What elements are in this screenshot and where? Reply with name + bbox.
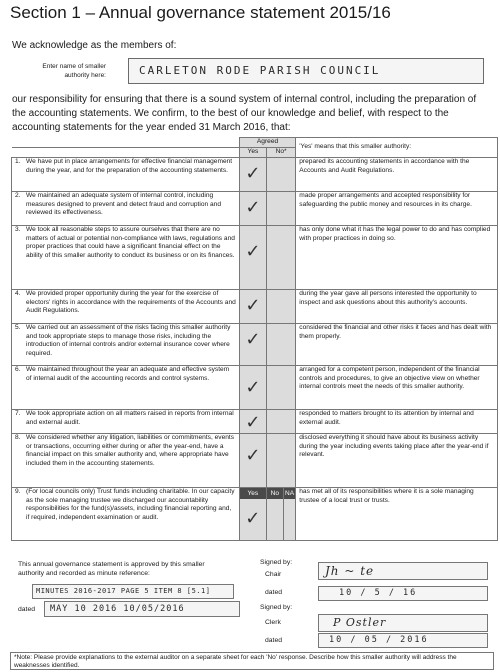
chair-signature: Jh ~ te: [325, 564, 375, 578]
chair-dated-label: dated: [265, 589, 283, 596]
no-checkbox[interactable]: [267, 434, 296, 488]
row-number: 3.: [15, 226, 21, 233]
yes-checkbox[interactable]: [239, 158, 266, 192]
footnote: *Note: Please provide explanations to the external auditor on a separate sheet for each 'No' response. Describe how this smaller authority will address the weaknesses identified.: [10, 652, 494, 670]
table-row: [12, 324, 498, 366]
table-row: [12, 410, 498, 434]
table-row: [12, 434, 498, 488]
chair-date-field[interactable]: [318, 586, 488, 601]
trust-no-checkbox[interactable]: [267, 499, 284, 540]
yes-means-header: 'Yes' means that this smaller authority:: [296, 138, 498, 158]
clerk-signature: P Ostler: [333, 616, 387, 629]
row-number: 8.: [15, 434, 21, 441]
trust-yes-checkbox[interactable]: [240, 499, 267, 540]
table-row: [12, 192, 498, 226]
clerk-dated-label: dated: [265, 637, 283, 644]
minute-reference-field[interactable]: [32, 584, 234, 599]
row-number: 7.: [15, 410, 21, 417]
row-means: has met all of its responsibilities where it is a sole managing trustee of a local trust or trusts.: [296, 488, 498, 541]
no-checkbox[interactable]: [267, 324, 296, 366]
table-row: [12, 226, 498, 290]
tick-mark-icon: ✓: [245, 329, 261, 349]
no-checkbox[interactable]: [267, 226, 296, 290]
acknowledge-text: We acknowledge as the members of:: [12, 40, 177, 51]
row-means: made proper arrangements and accepted responsibility for safeguarding the public money and resources in its charge.: [296, 192, 498, 226]
row-statement: We provided proper opportunity during the year for the exercise of electors' rights in accordance with the requirements of the Accounts and Audit Regulations.: [26, 290, 236, 314]
page-title: Section 1 – Annual governance statement 2015/16: [10, 3, 391, 22]
table-row: [12, 366, 498, 410]
yes-checkbox[interactable]: [239, 324, 266, 366]
chair-date-value: 10 / 5 / 16: [339, 588, 418, 598]
row-means: responded to matters brought to its attention by internal and external audit.: [296, 410, 498, 434]
row-statement: (For local councils only) Trust funds including charitable. In our capacity as the sole managing trustee we discharged our accountability responsibilities for the fund(s)/assets, including financial reporting and, if required, independent examination or audit.: [26, 488, 235, 521]
signed-by-label-2: Signed by:: [260, 604, 293, 611]
tick-mark-icon: ✓: [245, 295, 261, 315]
approval-date-value: MAY 10 2016 10/05/2016: [50, 604, 185, 614]
tick-mark-icon: ✓: [245, 508, 261, 528]
row-number: 1.: [15, 158, 21, 165]
blank-header-cell: [12, 148, 240, 158]
row-number: 9.: [15, 488, 21, 495]
clerk-label: Clerk: [265, 619, 281, 626]
trust-na-checkbox[interactable]: [284, 499, 295, 540]
intro-paragraph: our responsibility for ensuring that there is a sound system of internal control, including the preparation of the accounting statements. We confirm, to the best of our knowledge and belief, with respect to the accounting statements for the year ended 31 March 2016, that:: [12, 94, 477, 133]
trust-no-header: No: [267, 488, 284, 499]
yes-header: Yes: [239, 148, 266, 158]
no-checkbox[interactable]: [267, 410, 296, 434]
trust-na-header: NA: [285, 490, 295, 497]
row-means: prepared its accounting statements in accordance with the Accounts and Audit Regulations.: [296, 158, 498, 192]
yes-checkbox[interactable]: [239, 226, 266, 290]
authority-name-value: CARLETON RODE PARISH COUNCIL: [139, 64, 381, 77]
table-row: [12, 488, 498, 541]
approval-dated-label: dated: [18, 606, 36, 613]
tick-mark-icon: ✓: [245, 377, 261, 397]
tick-mark-icon: ✓: [245, 445, 261, 465]
row-statement: We maintained throughout the year an adequate and effective system of internal audit of the accounting records and control systems.: [26, 366, 230, 382]
no-checkbox[interactable]: [267, 366, 296, 410]
no-checkbox[interactable]: [267, 158, 296, 192]
clerk-date-field[interactable]: [318, 633, 488, 648]
row-means: during the year gave all persons interested the opportunity to inspect and ask questions about this authority's accounts.: [296, 290, 498, 324]
row-statement: We carried out an assessment of the risks facing this smaller authority and took appropriate steps to manage those risks, including the introduction of internal controls and/or external insurance cover where required.: [26, 324, 231, 357]
yes-checkbox[interactable]: [239, 410, 266, 434]
row-statement: We have put in place arrangements for effective financial management during the year, and for the preparation of the accounting statements.: [26, 158, 233, 174]
table-row: [12, 290, 498, 324]
tick-mark-icon: ✓: [245, 197, 261, 217]
yes-checkbox[interactable]: [239, 434, 266, 488]
clerk-signature-field[interactable]: [318, 614, 488, 632]
row-statement: We considered whether any litigation, liabilities or commitments, events or transactions, occurring either during or after the year-end, have a financial impact on this smaller authority and, where appropriate have included them in the accounting statements.: [26, 434, 235, 467]
trust-fund-options: [239, 488, 295, 541]
row-statement: We took all reasonable steps to assure ourselves that there are no matters of actual or potential non-compliance with laws, regulations and proper practices that could have a significant financial effect on the ability of this smaller authority to conduct its business or on its finances.: [26, 226, 235, 259]
approval-date-field[interactable]: [44, 601, 240, 617]
row-means: arranged for a competent person, independent of the financial controls and procedures, to give an objective view on whether internal controls meet the needs of this smaller authority.: [296, 366, 498, 410]
yes-checkbox[interactable]: [239, 290, 266, 324]
yes-checkbox[interactable]: [239, 366, 266, 410]
no-header: No*: [267, 148, 296, 158]
signed-by-label: Signed by:: [260, 559, 293, 566]
chair-label: Chair: [265, 571, 282, 578]
enter-name-label: Enter name of smaller authority here:: [42, 63, 106, 79]
chair-signature-field[interactable]: [318, 562, 488, 580]
row-number: 5.: [15, 324, 21, 331]
no-checkbox[interactable]: [267, 192, 296, 226]
row-number: 6.: [15, 366, 21, 373]
row-statement: We took appropriate action on all matters raised in reports from internal and external audit.: [26, 410, 234, 426]
yes-checkbox[interactable]: [239, 192, 266, 226]
no-checkbox[interactable]: [267, 290, 296, 324]
minute-reference-value: MINUTES 2016-2017 PAGE 5 ITEM 8 [5.1]: [36, 587, 211, 595]
governance-table: [11, 137, 498, 541]
clerk-date-value: 10 / 05 / 2016: [329, 635, 429, 645]
row-means: has only done what it has the legal power to do and has complied with proper practices in doing so.: [296, 226, 498, 290]
row-number: 4.: [15, 290, 21, 297]
tick-mark-icon: ✓: [245, 241, 261, 261]
approval-text: This annual governance statement is approved by this smaller authority and recorded as minute reference:: [18, 561, 205, 577]
tick-mark-icon: ✓: [245, 412, 261, 432]
tick-mark-icon: ✓: [245, 163, 261, 183]
row-statement: We maintained an adequate system of internal control, including measures designed to prevent and detect fraud and corruption and reviewed its effectiveness.: [26, 192, 222, 216]
table-row: [12, 158, 498, 192]
row-means: considered the financial and other risks it faces and has dealt with them properly.: [296, 324, 498, 366]
trust-yes-header: Yes: [240, 488, 267, 499]
row-means: disclosed everything it should have about its business activity during the year including events taking place after the year-end if relevant.: [296, 434, 498, 488]
authority-name-field[interactable]: [128, 58, 484, 84]
blank-header-cell: [12, 138, 240, 148]
row-number: 2.: [15, 192, 21, 199]
agreed-header: Agreed: [239, 138, 295, 148]
